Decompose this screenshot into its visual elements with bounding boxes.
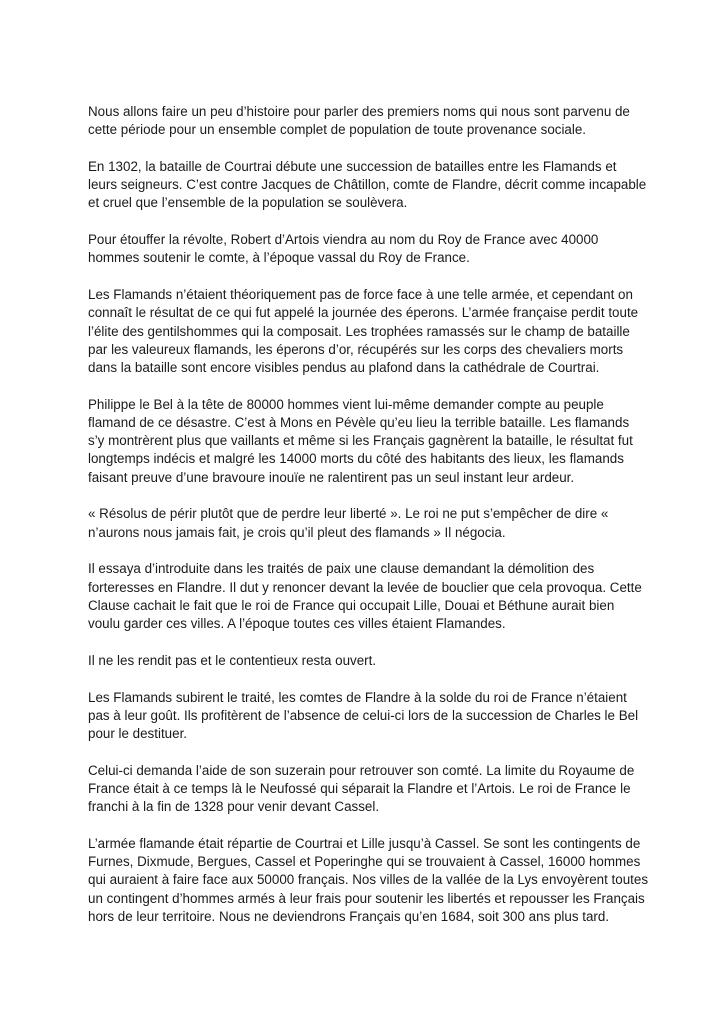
paragraph: Les Flamands n’étaient théoriquement pas de force face à une telle armée, et cependant on connaît le résultat de ce qui fut appelé la journée des éperons. L’armée française perdit toute l’élite des gentilshommes qui la composait. Les trophées ramassés sur le champ de bataille par les valeureux flamands, les éperons d’or, récupérés sur les corps des chevaliers morts dans la bataille sont encore visibles pendus au plafond dans la cathédrale de Courtrai. xyxy=(88,287,639,376)
document-page xyxy=(88,103,648,945)
paragraph: En 1302, la bataille de Courtrai débute une succession de batailles entre les Flamands et leurs seigneurs. C’est contre Jacques de Châtillon, comte de Flandre, décrit comme incapable et cruel que l’ensemble de la population se soulèvera. xyxy=(88,159,647,211)
paragraph: Pour étouffer la révolte, Robert d’Artois viendra au nom du Roy de France avec 40000 hommes soutenir le comte, à l’époque vassal du Roy de France. xyxy=(88,232,599,266)
paragraph: Philippe le Bel à la tête de 80000 hommes vient lui-même demander compte au peuple flamand de ce désastre. C’est à Mons en Pévèle qu’eu lieu la terrible bataille. Les flamands s’y montrèrent plus que vaillants et même si les Français gagnèrent la bataille, le résultat fut longtemps indécis et malgré les 14000 morts du côté des habitants des lieux, les flamands faisant preuve d’une bravoure inouïe ne ralentirent pas un seul instant leur ardeur. xyxy=(88,396,633,485)
paragraph: Celui-ci demanda l’aide de son suzerain pour retrouver son comté. La limite du Royaume de France était à ce temps là le Neufossé qui séparait la Flandre et l’Artois. Le roi de France le franchi à la fin de 1328 pour venir devant Cassel. xyxy=(88,762,635,815)
paragraph: Les Flamands subirent le traité, les comtes de Flandre à la solde du roi de France n’étaient pas à leur goût. Ils profitèrent de l’absence de celui-ci lors de la succession de Charles le Bel pour le destituer. xyxy=(88,689,639,742)
paragraph: Nous allons faire un peu d’histoire pour parler des premiers noms qui nous sont parvenu de cette période pour un ensemble complet de population de toute provenance sociale. xyxy=(88,104,630,138)
paragraph: L’armée flamande était répartie de Courtrai et Lille jusqu’à Cassel. Se sont les contingents de Furnes, Dixmude, Bergues, Cassel et Poperinghe qui se trouvaient à Cassel, 16000 hommes qui auraient à faire face aux 50000 français. Nos villes de la vallée de la Lys envoyèrent toutes un contingent d’hommes armés à leur frais pour soutenir les libertés et repousser les Français hors de leur territoire. Nous ne deviendrons Français qu’en 1684, soit 300 ans plus tard. xyxy=(88,836,649,924)
paragraph: Il ne les rendit pas et le contentieux resta ouvert. xyxy=(88,652,377,668)
paragraph: Il essaya d’introduite dans les traités de paix une clause demandant la démolition des forteresses en Flandre. Il dut y renoncer devant la levée de bouclier que cela provoqua. Cette Clause cachait le fait que le roi de France qui occupait Lille, Douai et Béthune aurait bien voulu garder ces villes. A l’époque toutes ces villes étaient Flamandes. xyxy=(88,561,642,632)
paragraph: « Résolus de périr plutôt que de perdre leur liberté ». Le roi ne put s’empêcher de dire « n’aurons nous jamais fait, je crois qu’il pleut des flamands » Il négocia. xyxy=(88,506,609,540)
